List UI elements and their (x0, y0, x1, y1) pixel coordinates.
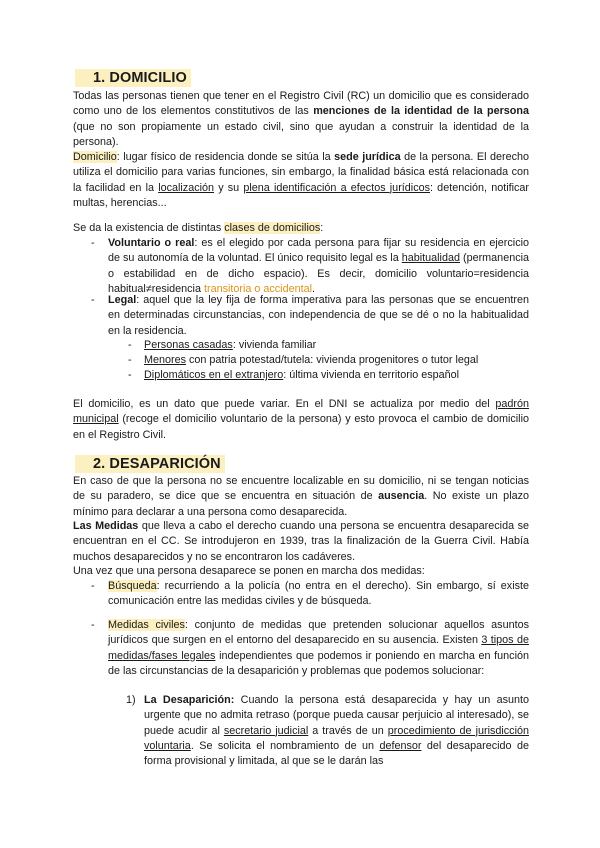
bullet-legal: Legal: aquel que la ley fija de forma imperativa para las personas que se encuentren en determinadas circunstancias, con independencia de que se dé o no la habitualidad en la residencia. (108, 294, 529, 337)
bullet-voluntario: Voluntario o real: es el elegido por cada persona para fijar su residencia en ejercicio de su autonomía de la voluntad. El único requisito legal es la habitualidad (permanencia o estabilidad en de dicho espacio). Es decir, domicilio voluntario=residencia habitual≠residencia transitoria o accidental. (108, 237, 530, 295)
sub-bullet-menores: Menores con patria potestad/tutela: vivienda progenitores o tutor legal (144, 354, 479, 366)
section-heading-domicilio: 1. DOMICILIO (75, 69, 191, 87)
domicilio-intro: Todas las personas tienen que tener en el Registro Civil (RC) un domicilio que es considerado como uno de los elementos constitutivos de las menciones de la identidad de la persona (que no son propiamente un estado civil, sino que ayudan a construir la identidad de la persona). (73, 90, 529, 148)
desaparicion-intro: En caso de que la persona no se encuentre localizable en su domicilio, ni se tengan noticias de su paradero, se dice que se encuentra en situación de ausencia. No existe un plazo mínimo para declarar a una persona como desaparecida. (73, 475, 529, 518)
sub-bullet-diplomaticos: Diplomáticos en el extranjero: última vivienda en territorio español (144, 369, 460, 381)
bullet-dash: - (91, 619, 95, 631)
dni-paragraph: El domicilio, es un dato que puede variar. En el DNI se actualiza por medio del padrón municipal (recoge el domicilio voluntario de la persona) y esto provoca el cambio de domicilio en el Registro Civil. (73, 398, 529, 441)
numbered-marker: 1) (126, 694, 136, 706)
bullet-medidas-civiles: Medidas civiles: conjunto de medidas que pretenden solucionar aquellos asuntos jurídicos que surgen en el entorno del desaparecido en su ausencia. Existen 3 tipos de medidas/fases legales independientes que podemos ir poniendo en marcha en función de las circunstancias de la desaparición y problemas que podemos solucionar: (108, 619, 529, 677)
sub-bullet-casadas: Personas casadas: vivienda familiar (144, 339, 317, 351)
bullet-dash: - (91, 294, 95, 306)
bullet-busqueda: Búsqueda: recurriendo a la policía (no entra en el derecho). Sin embargo, sí existe comunicación entre las medidas civiles y de búsqueda. (108, 580, 529, 608)
bullet-dash: - (91, 237, 95, 249)
classes-intro: Se da la existencia de distintas clases de domicilios: (73, 222, 324, 234)
bullet-dash: - (91, 580, 95, 592)
sub-bullet-dash: - (128, 354, 132, 366)
domicilio-definition: Domicilio: lugar físico de residencia donde se sitúa la sede jurídica de la persona. El derecho utiliza el domicilio para varias funciones, sin embargo, la finalidad básica está relacionada con la facilidad en la localización y su plena identificación a efectos jurídicos: detención, notificar multas, herencias... (73, 151, 530, 209)
sub-bullet-dash: - (128, 369, 132, 381)
sub-bullet-dash: - (128, 339, 132, 351)
numbered-item-desaparicion: La Desaparición: Cuando la persona está desaparecida y hay un asunto urgente que no admita retraso (porque pueda causar perjuicio al interesado), se puede acudir al secretario judicial a través de un procedimiento de jurisdicción voluntaria. Se solicita el nombramiento de un defensor del desaparecido de forma provisional y limitada, al que se le darán las (144, 694, 529, 768)
medidas-list-intro: Una vez que una persona desaparece se ponen en marcha dos medidas: (73, 565, 425, 577)
section-heading-desaparicion: 2. DESAPARICIÓN (75, 455, 225, 473)
medidas-paragraph: Las Medidas que lleva a cabo el derecho cuando una persona se encuentra desaparecida se encuentran en el CC. Se introdujeron en 1939, tras la finalización de la Guerra Civil. Había muchos desaparecidos y no se encontraron los cadáveres. (73, 520, 529, 563)
